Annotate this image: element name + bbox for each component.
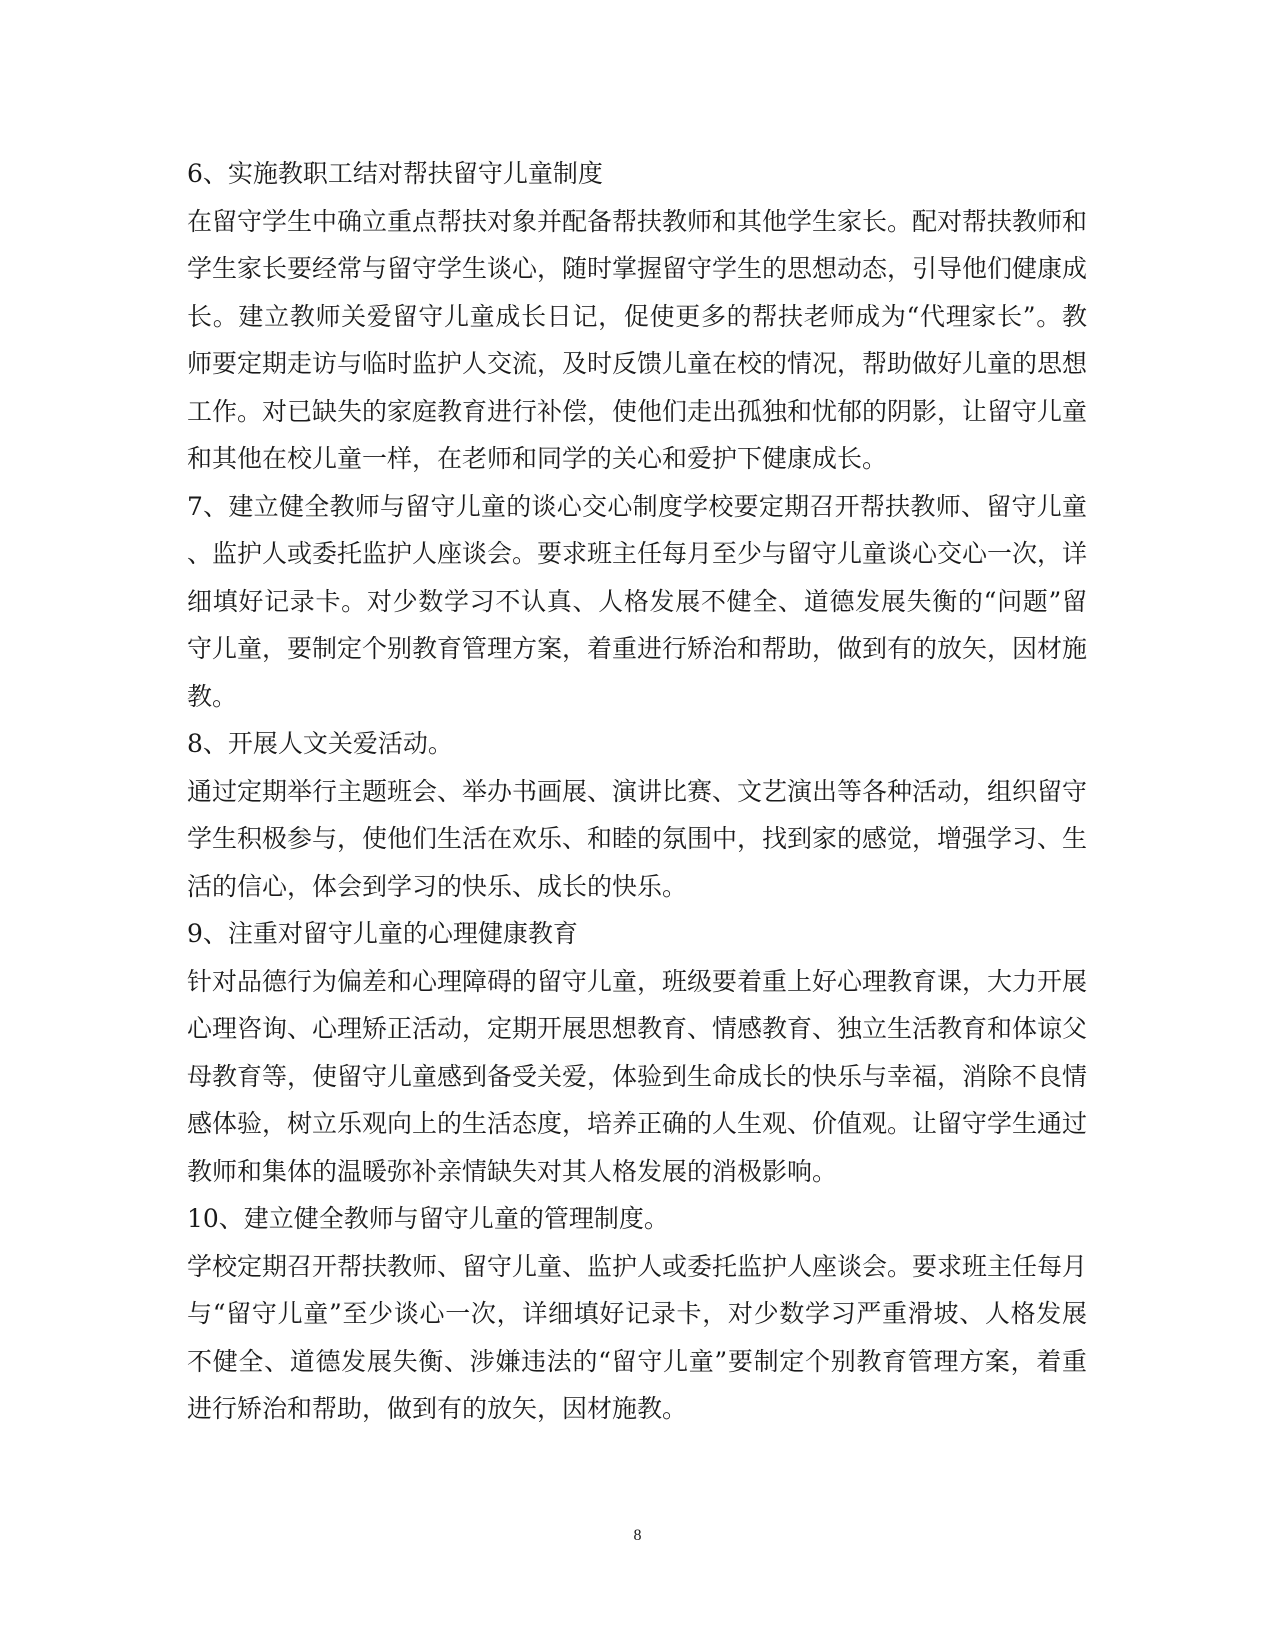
page-number: 8 bbox=[633, 1527, 642, 1544]
text-line: 通过定期举行主题班会、举办书画展、演讲比赛、文艺演出等各种活动，组织留守 bbox=[187, 776, 1088, 806]
text-line: 学生家长要经常与留守学生谈心，随时掌握留守学生的思想动态，引导他们健康成 bbox=[187, 254, 1088, 283]
text-line: 长。建立教师关爱留守儿童成长日记，促使更多的帮扶老师成为“代理家长”。教 bbox=[187, 301, 1087, 331]
text-line: 学生积极参与，使他们生活在欢乐、和睦的氛围中，找到家的感觉，增强学习、生 bbox=[187, 824, 1088, 853]
text-line: 不健全、道德发展失衡、涉嫌违法的“留守儿童”要制定个别教育管理方案，着重 bbox=[187, 1346, 1087, 1376]
text-line: 针对品德行为偏差和心理障碍的留守儿童，班级要着重上好心理教育课，大力开展 bbox=[187, 966, 1088, 996]
text-line: 教。 bbox=[187, 681, 238, 711]
text-line: 8、开展人文关爱活动。 bbox=[187, 729, 453, 758]
text-line: 活的信心，体会到学习的快乐、成长的快乐。 bbox=[187, 871, 688, 901]
text-line: 和其他在校儿童一样，在老师和同学的关心和爱护下健康成长。 bbox=[187, 444, 888, 473]
text-line: 9、注重对留守儿童的心理健康教育 bbox=[187, 919, 578, 948]
document-body bbox=[187, 150, 1087, 1433]
text-line: 10、建立健全教师与留守儿童的管理制度。 bbox=[187, 1204, 669, 1233]
text-line: 7、建立健全教师与留守儿童的谈心交心制度学校要定期召开帮扶教师、留守儿童 bbox=[187, 491, 1087, 521]
text-line: 师要定期走访与临时监护人交流，及时反馈儿童在校的情况，帮助做好儿童的思想 bbox=[187, 349, 1088, 378]
text-line: 细填好记录卡。对少数学习不认真、人格发展不健全、道德发展失衡的“问题”留 bbox=[187, 586, 1087, 616]
text-line: 在留守学生中确立重点帮扶对象并配备帮扶教师和其他学生家长。配对帮扶教师和 bbox=[187, 206, 1088, 236]
text-line: 与“留守儿童”至少谈心一次，详细填好记录卡，对少数学习严重滑坡、人格发展 bbox=[187, 1299, 1087, 1328]
text-line: 进行矫治和帮助，做到有的放矢，因材施教。 bbox=[187, 1394, 688, 1423]
text-line: 心理咨询、心理矫正活动，定期开展思想教育、情感教育、独立生活教育和体谅父 bbox=[187, 1014, 1088, 1043]
text-line: 守儿童，要制定个别教育管理方案，着重进行矫治和帮助，做到有的放矢，因材施 bbox=[187, 634, 1088, 663]
text-line: 学校定期召开帮扶教师、留守儿童、监护人或委托监护人座谈会。要求班主任每月 bbox=[187, 1251, 1088, 1281]
text-line: 、监护人或委托监护人座谈会。要求班主任每月至少与留守儿童谈心交心一次，详 bbox=[187, 539, 1088, 568]
text-line: 母教育等，使留守儿童感到备受关爱，体验到生命成长的快乐与幸福，消除不良情 bbox=[187, 1061, 1088, 1091]
text-line: 教师和集体的温暖弥补亲情缺失对其人格发展的消极影响。 bbox=[187, 1156, 838, 1186]
text-line: 工作。对已缺失的家庭教育进行补偿，使他们走出孤独和忧郁的阴影，让留守儿童 bbox=[187, 396, 1088, 426]
text-line: 6、实施教职工结对帮扶留守儿童制度 bbox=[187, 159, 603, 188]
text-line: 感体验，树立乐观向上的生活态度，培养正确的人生观、价值观。让留守学生通过 bbox=[187, 1109, 1088, 1138]
